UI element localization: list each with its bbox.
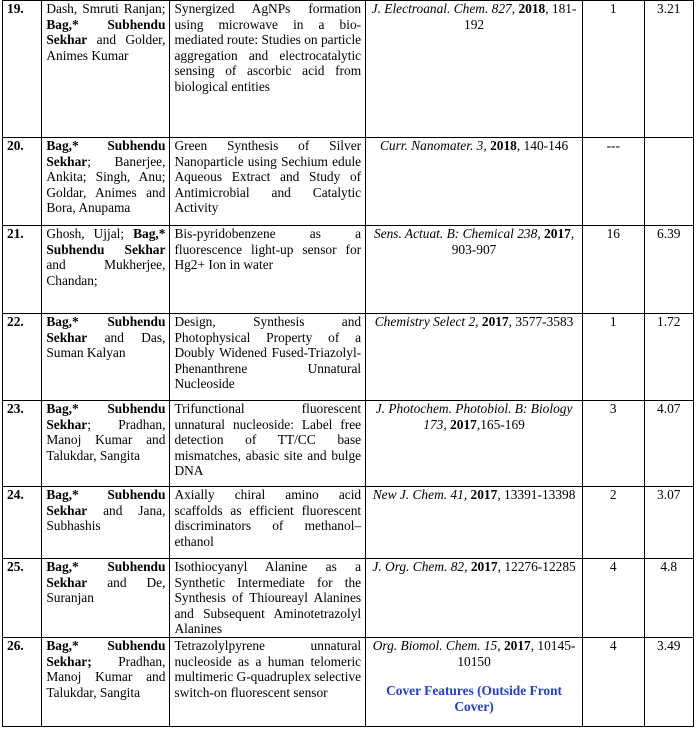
entry-number: 25. bbox=[3, 559, 42, 638]
authors-cell bbox=[42, 314, 170, 401]
table-row bbox=[3, 637, 694, 726]
author-text: Pradhan, Manoj Kumar and Talukdar, Sangita bbox=[46, 653, 166, 700]
publication-year: 2017 bbox=[470, 487, 498, 502]
impact-factor bbox=[644, 138, 693, 226]
article-title: Isothiocyanyl Alanine as a Synthetic Intermediate for the Synthesis of Thioureayl Alanines and Subsequent Aminotetrazolyl Alanines bbox=[170, 559, 366, 638]
publication-year: 2018 bbox=[518, 1, 546, 16]
journal-name: J. Org. Chem. 82, bbox=[372, 559, 468, 574]
author-text: ; Banerjee, Ankita; Singh, Anu; Goldar, Animes and Bora, Anupama bbox=[46, 153, 166, 216]
journal-name: Chemistry Select 2, bbox=[374, 314, 479, 329]
page-range: , 10145-10150 bbox=[457, 637, 576, 669]
impact-factor: 3.21 bbox=[644, 1, 693, 138]
article-title: Green Synthesis of Silver Nanoparticle using Sechium edule Aqueous Extract and Study of Antimicrobial and Catalytic Activity bbox=[170, 138, 366, 226]
journal-name: Curr. Nanomater. 3, bbox=[379, 138, 487, 153]
author-highlight: Bag,* Subhendu Sekhar bbox=[46, 138, 166, 169]
author-text: Dash, Smruti Ranjan; bbox=[46, 1, 166, 16]
publications-table bbox=[2, 0, 694, 727]
article-title: Tetrazolylpyrene unnatural nucleoside as a human telomeric multimeric G-quadruplex selective switch-on fluorescent sensor bbox=[170, 637, 366, 726]
authors-cell bbox=[42, 559, 170, 638]
table-row bbox=[3, 401, 694, 487]
impact-factor: 1.72 bbox=[644, 314, 693, 401]
publication-year: 2017 bbox=[470, 559, 498, 574]
page-range: , 140-146 bbox=[516, 138, 569, 153]
entry-number: 24. bbox=[3, 487, 42, 559]
journal-name: J. Electroanal. Chem. 827, bbox=[371, 1, 516, 16]
citation-count: --- bbox=[583, 138, 645, 226]
author-text: and De, Suranjan bbox=[46, 574, 166, 606]
impact-factor: 3.49 bbox=[644, 637, 693, 726]
impact-factor: 4.07 bbox=[644, 401, 693, 487]
citation-count: 4 bbox=[583, 559, 645, 638]
authors-cell bbox=[42, 487, 170, 559]
publication-year: 2017 bbox=[503, 637, 531, 653]
page-range: , 181-192 bbox=[464, 1, 577, 32]
journal-cell bbox=[366, 637, 583, 726]
cover-feature-note: Cover Features (Outside Front Cover) bbox=[386, 683, 563, 714]
table-row bbox=[3, 1, 694, 138]
journal-cell bbox=[366, 138, 583, 226]
citation-count: 3 bbox=[583, 401, 645, 487]
article-title: Design, Synthesis and Photophysical Property of a Doubly Widened Fused-Triazolyl-Phenanthrene Unnatural Nucleoside bbox=[170, 314, 366, 401]
table-row bbox=[3, 559, 694, 638]
journal-name: Sens. Actuat. B: Chemical 238, bbox=[373, 226, 541, 241]
entry-number: 20. bbox=[3, 138, 42, 226]
authors-cell bbox=[42, 637, 170, 726]
author-text: ; Pradhan, Manoj Kumar and Talukdar, Sangita bbox=[46, 416, 166, 463]
table-row bbox=[3, 138, 694, 226]
authors-cell bbox=[42, 1, 170, 138]
citation-count: 1 bbox=[583, 314, 645, 401]
authors-cell bbox=[42, 226, 170, 314]
page-range: ,165-169 bbox=[476, 416, 525, 432]
journal-name: Org. Biomol. Chem. 15, bbox=[372, 637, 501, 653]
citation-count: 2 bbox=[583, 487, 645, 559]
journal-cell bbox=[366, 487, 583, 559]
impact-factor: 3.07 bbox=[644, 487, 693, 559]
journal-cell bbox=[366, 226, 583, 314]
impact-factor: 6.39 bbox=[644, 226, 693, 314]
publication-year: 2018 bbox=[490, 138, 517, 153]
article-title: Axially chiral amino acid scaffolds as efficient fluorescent discriminators of methanol–ethanol bbox=[170, 487, 366, 559]
author-highlight: Bag,* Subhendu Sekhar bbox=[46, 487, 166, 518]
entry-number: 22. bbox=[3, 314, 42, 401]
author-highlight: Bag,* Subhendu Sekhar bbox=[46, 314, 166, 345]
entry-number: 19. bbox=[3, 1, 42, 138]
author-highlight: Bag,* Subhendu Sekhar bbox=[46, 16, 166, 48]
author-text: and Das, Suman Kalyan bbox=[46, 329, 166, 361]
table-row bbox=[3, 487, 694, 559]
article-title: Synergized AgNPs formation using microwave in a bio-mediated route: Studies on particle aggregation and electrocatalytic sensing of ascorbic acid from biological entities bbox=[170, 1, 366, 138]
citation-count: 4 bbox=[583, 637, 645, 726]
journal-name: New J. Chem. 41, bbox=[372, 487, 468, 502]
journal-name: J. Photochem. Photobiol. B: Biology 173, bbox=[375, 401, 573, 432]
table-row bbox=[3, 226, 694, 314]
publication-year: 2017 bbox=[544, 226, 571, 241]
author-text: Ghosh, Ujjal; bbox=[46, 226, 134, 241]
authors-cell bbox=[42, 138, 170, 226]
author-highlight: Bag,* Subhendu Sekhar bbox=[46, 559, 166, 590]
journal-cell bbox=[366, 314, 583, 401]
entry-number: 26. bbox=[3, 637, 42, 726]
author-highlight: Bag,* Subhendu Sekhar bbox=[46, 226, 166, 257]
page-range: , 903-907 bbox=[451, 226, 575, 257]
table-row bbox=[3, 314, 694, 401]
publication-year: 2017 bbox=[450, 416, 477, 432]
author-highlight: Bag,* Subhendu Sekhar bbox=[46, 401, 166, 432]
publications-table-body bbox=[3, 1, 694, 727]
authors-cell bbox=[42, 401, 170, 487]
page-range: , 13391-13398 bbox=[497, 487, 576, 502]
citation-count: 16 bbox=[583, 226, 645, 314]
entry-number: 21. bbox=[3, 226, 42, 314]
publication-year: 2017 bbox=[481, 314, 509, 329]
page-range: , 12276-12285 bbox=[497, 559, 576, 574]
entry-number: 23. bbox=[3, 401, 42, 487]
journal-cell bbox=[366, 559, 583, 638]
article-title: Trifunctional fluorescent unnatural nucleoside: Label free detection of TT/CC base mismatches, abasic site and bulge DNA bbox=[170, 401, 366, 487]
author-highlight: Bag,* Subhendu Sekhar; bbox=[46, 637, 166, 669]
article-title: Bis-pyridobenzene as a fluorescence light-up sensor for Hg2+ Ion in water bbox=[170, 226, 366, 314]
impact-factor: 4.8 bbox=[644, 559, 693, 638]
author-text: and Jana, Subhashis bbox=[46, 502, 166, 534]
journal-cell bbox=[366, 401, 583, 487]
author-text: and Mukherjee, Chandan; bbox=[46, 257, 166, 288]
page-range: , 3577-3583 bbox=[508, 314, 574, 329]
citation-count: 1 bbox=[583, 1, 645, 138]
journal-cell bbox=[366, 1, 583, 138]
author-text: and Golder, Animes Kumar bbox=[46, 32, 166, 63]
